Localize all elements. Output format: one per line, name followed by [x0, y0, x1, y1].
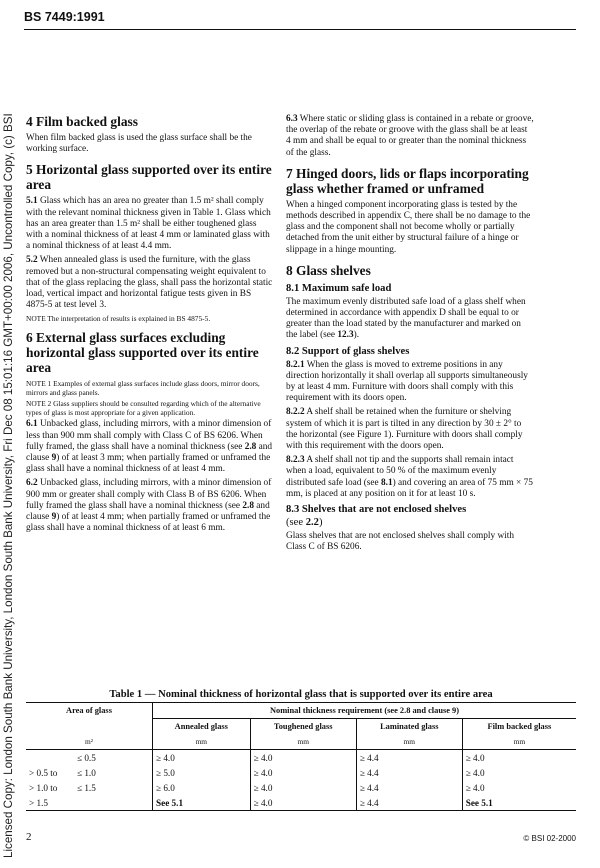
section-6-note-2: NOTE 2 Glass suppliers should be consulted regarding which of the alternative types of glass is most appropriate for a given application.	[26, 399, 261, 418]
clause-number: 5.2	[26, 255, 38, 266]
requirement-header: Nominal thickness requirement (see 2.8 and clause 9)	[153, 703, 577, 719]
clause-ref: 9	[51, 512, 57, 523]
page-header	[24, 10, 576, 30]
clause-text: A shelf shall not tip and the supports shall remain intact when a load, equivalent to 50 % of the maximum evenly distributed safe load (see	[286, 455, 514, 488]
toughened-value: ≥ 4.0	[250, 780, 356, 795]
subsection-8-1-heading: 8.1 Maximum safe load	[286, 282, 392, 294]
clause-text: ) of at least 3 mm; when partially framed or unframed the glass shall have a nominal thickness of at least 4 mm.	[26, 453, 271, 475]
section-5-note: NOTE The interpretation of results is explained in BS 4875-5.	[26, 314, 211, 324]
clause-6-1	[26, 419, 274, 475]
area-lower	[26, 750, 74, 766]
section-6-heading: 6 External glass surfaces excluding horizontal glass supported over its entire area	[26, 330, 259, 376]
unit-cell: mm	[153, 734, 251, 750]
clause-8-2-3	[286, 455, 534, 500]
col-header-film-backed: Film backed glass	[462, 719, 576, 735]
subsection-8-3-text: Glass shelves that are not enclosed shelves shall comply with Class C of BS 6206.	[286, 531, 514, 553]
clause-number: 5.1	[26, 196, 38, 207]
annealed-value: ≥ 5.0	[153, 765, 251, 780]
subsection-8-3-heading	[286, 503, 534, 529]
clause-number: 8.2.2	[286, 407, 305, 418]
area-upper: ≤ 0.5	[77, 752, 96, 763]
section-6-note-1: NOTE 1 Examples of external glass surfaces include glass doors, mirror doors, mirrors and glass panels.	[26, 379, 260, 398]
area-upper: ≤ 1.0	[77, 767, 96, 778]
section-4-heading: 4 Film backed glass	[26, 114, 138, 129]
section-7-text: When a hinged component incorporating glass is tested by the methods described in appendix C, there shall be no damage to the glass and the component shall not become wholly or partially detached from the unit either by structural failure of a hinge or slippage in a hinge mounting.	[286, 199, 531, 255]
col-header-laminated: Laminated glass	[356, 719, 462, 735]
clause-8-2-2	[286, 407, 534, 452]
clause-ref: 8.1	[381, 477, 393, 488]
subsection-8-2-heading: 8.2 Support of glass shelves	[286, 345, 410, 357]
table-row	[26, 750, 576, 766]
clause-5-2	[26, 255, 274, 311]
annealed-value: ≥ 6.0	[153, 780, 251, 795]
subsection-title: 8.3 Shelves that are not enclosed shelves	[286, 504, 467, 516]
area-spacer	[26, 719, 153, 735]
area-upper	[74, 795, 153, 811]
clause-number: 8.2.1	[286, 359, 305, 370]
clause-text: Glass which has an area no greater than 1.5 m² shall comply with the relevant nominal thickness given in Table 1. Glass which has an area greater than 1.5 m² shall be either toughened glass with a nominal thickness of at least 4 mm or laminated glass with a nominal thickness of at least 4.4 mm.	[26, 196, 271, 252]
film-backed-value: ≥ 4.0	[462, 765, 576, 780]
clause-number: 8.2.3	[286, 455, 305, 466]
clause-text: ).	[353, 330, 360, 341]
clause-ref: 2.8	[242, 500, 254, 511]
left-column	[26, 114, 274, 537]
area-upper: ≤ 1.5	[77, 782, 96, 793]
clause-number: 6.2	[26, 478, 38, 489]
clause-ref: 12.3	[337, 330, 354, 341]
clause-8-2-1	[286, 360, 534, 405]
unit-cell: mm	[462, 734, 576, 750]
laminated-value: ≥ 4.4	[356, 750, 462, 766]
laminated-value: ≥ 4.4	[356, 765, 462, 780]
section-4-text: When film backed glass is used the glass surface shall be the working surface.	[26, 133, 252, 155]
film-backed-value: See 5.1	[462, 795, 576, 811]
clause-text: A shelf shall be retained when the furniture or shelving system of which it is part is tilted in any direction by 30 ± 2° to the horizontal (see Figure 1). Furniture with doors shall comply with this requirement with the doors open.	[286, 407, 523, 452]
area-unit: m²	[26, 734, 153, 750]
laminated-value: ≥ 4.4	[356, 780, 462, 795]
annealed-value: See 5.1	[153, 795, 251, 811]
toughened-value: ≥ 4.0	[250, 750, 356, 766]
license-watermark: Licensed Copy: London South Bank University, London South Bank University, Fri Dec 08 15:01:16 GMT+00:00 2006, Uncontrolled Copy, (c) BSI	[2, 113, 15, 858]
clause-ref: 9	[51, 453, 57, 464]
unit-cell: mm	[250, 734, 356, 750]
clause-text: ) and covering an area of 75 mm × 75 mm, is placed at any position on it for at least 10 s.	[286, 477, 533, 499]
clause-text: When annealed glass is used the furniture, with the glass removed but a non-structural compensating weight equivalent to that of the glass replacing the glass, shall pass the horizontal static load, vertical impact and horizontal fatigue tests given in BS 4875-5 at test level 3.	[26, 255, 273, 311]
section-5-heading: 5 Horizontal glass supported over its entire area	[26, 162, 272, 193]
table-row	[26, 765, 576, 780]
toughened-value: ≥ 4.0	[250, 765, 356, 780]
section-7-heading: 7 Hinged doors, lids or flaps incorporating glass whether framed or unframed	[286, 165, 529, 196]
table-row	[26, 795, 576, 811]
annealed-value: ≥ 4.0	[153, 750, 251, 766]
area-lower: > 1.0 to	[29, 782, 58, 793]
toughened-value: ≥ 4.0	[250, 795, 356, 811]
clause-6-2	[26, 478, 274, 534]
header-rule	[24, 29, 576, 30]
clause-text: When the glass is moved to extreme positions in any direction horizontally it shall overlap all supports simultaneously by at least 4 mm. Furniture with doors shall comply with this requirement with its doors open.	[286, 359, 528, 404]
clause-text: Unbacked glass, including mirrors, with a minor dimension of 900 mm or greater shall comply with Class B of BS 6206. When fully framed the glass shall have a nominal thickness (see	[26, 478, 272, 511]
document-id: BS 7449:1991	[24, 10, 105, 24]
clause-5-1	[26, 196, 274, 252]
subsection-ref-close: )	[318, 517, 323, 529]
clause-ref: 2.2	[305, 517, 319, 529]
clause-ref: 2.8	[244, 441, 257, 452]
col-header-toughened: Toughened glass	[250, 719, 356, 735]
col-header-annealed: Annealed glass	[153, 719, 251, 735]
area-header: Area of glass	[26, 703, 153, 719]
unit-cell: mm	[356, 734, 462, 750]
units-row	[26, 734, 576, 750]
clause-text: and clause	[26, 500, 270, 523]
clause-text: Unbacked glass, including mirrors, with a minor dimension of less than 900 mm shall comply with Class C of BS 6206. When fully framed, the glass shall have a nominal thickness (see	[26, 419, 272, 452]
film-backed-value: ≥ 4.0	[462, 750, 576, 766]
clause-number: 6.3	[286, 114, 298, 124]
section-8-heading: 8 Glass shelves	[286, 262, 371, 278]
film-backed-value: ≥ 4.0	[462, 780, 576, 795]
table-header-row	[26, 703, 576, 719]
clause-6-3	[286, 114, 534, 159]
clause-8-1	[286, 297, 534, 342]
copyright-notice: © BSI 02-2000	[523, 834, 576, 843]
clause-text: and clause	[26, 441, 273, 464]
area-lower: > 0.5 to	[29, 767, 58, 778]
table-row	[26, 780, 576, 795]
laminated-value: ≥ 4.4	[356, 795, 462, 811]
thickness-table	[26, 702, 576, 811]
subsection-ref-open: (see	[286, 517, 306, 529]
page-number: 2	[26, 831, 32, 843]
clause-text: The maximum evenly distributed safe load of a glass shelf when determined in accordance with appendix D shall be equal to or greater than the load stated by the manufacturer and marked on the label (see	[286, 296, 526, 341]
area-lower: > 1.5	[26, 795, 74, 811]
clause-text: Where static or sliding glass is contained in a rebate or groove, the overlap of the rebate or groove with the glass shall be at least 4 mm and shall be equal to or greater than the nominal thickness of the glass.	[286, 114, 534, 158]
clause-text: ) of at least 4 mm; when partially framed or unframed the glass shall have a nominal thickness of at least 6 mm.	[26, 512, 271, 534]
table-1	[26, 689, 576, 811]
right-column	[286, 114, 534, 556]
table-title: Table 1 — Nominal thickness of horizontal glass that is supported over its entire area	[109, 689, 493, 700]
column-header-row	[26, 719, 576, 735]
clause-number: 6.1	[26, 419, 38, 430]
